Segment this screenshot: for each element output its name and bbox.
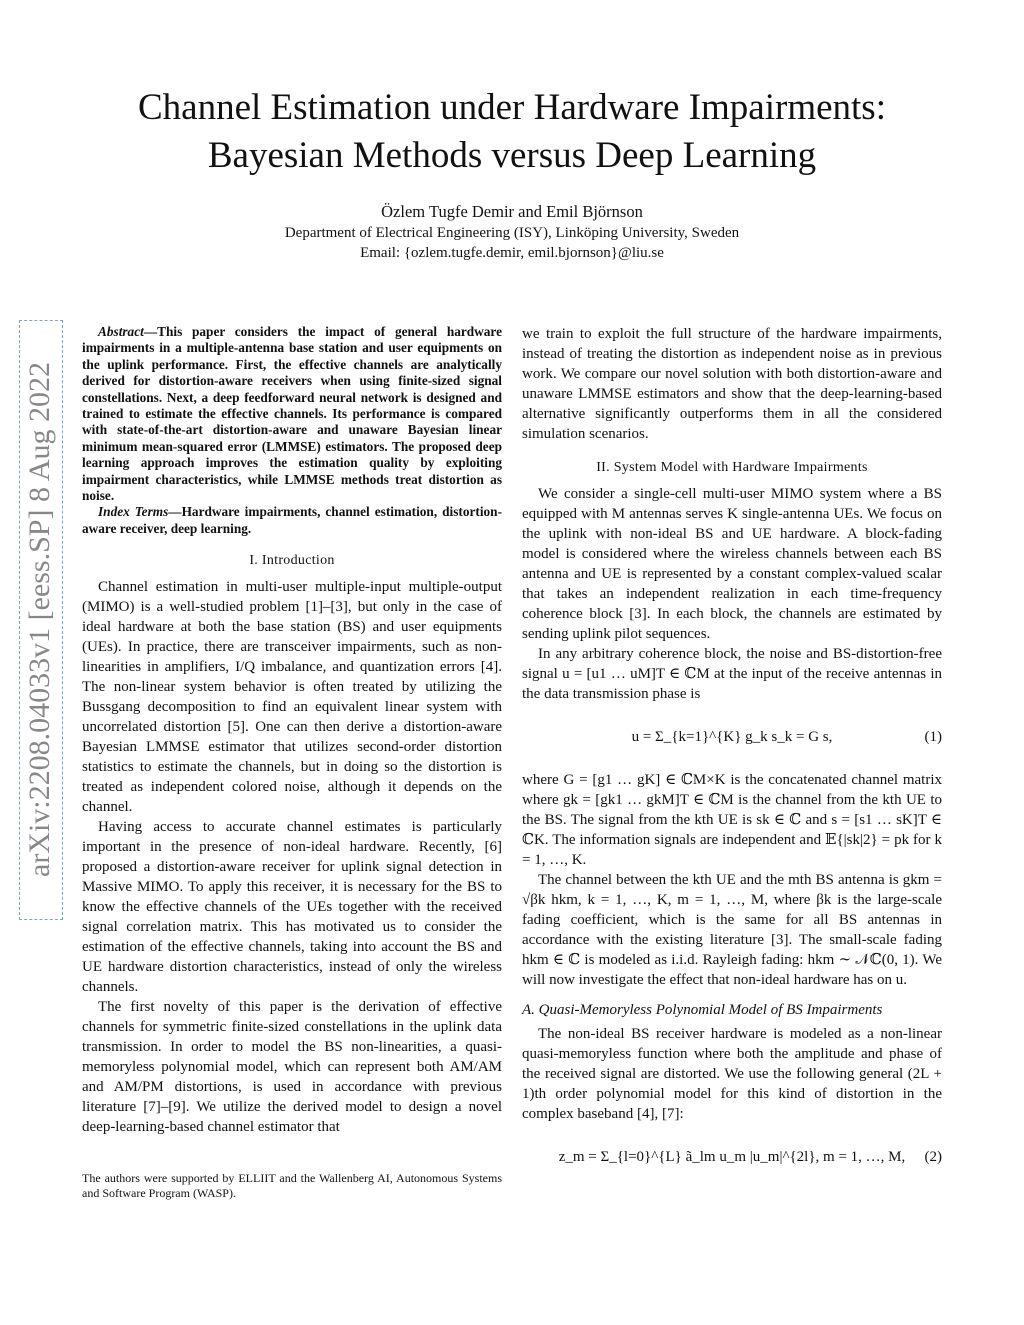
affiliation: Department of Electrical Engineering (ISY), Linköping University, Sweden <box>284 225 740 241</box>
equation-1 <box>522 708 942 766</box>
equation-1-number: (1) <box>924 729 942 745</box>
equation-2-body: z_m = Σ_{l=0}^{L} ã_lm u_m |u_m|^{2l}, m = 1, …, M, <box>558 1149 906 1165</box>
subsection-heading-a: A. Quasi-Memoryless Polynomial Model of BS Impairments <box>522 1002 883 1018</box>
right-column <box>522 324 942 1190</box>
index-terms-text: —Hardware impairments, channel estimation, distortion-aware receiver, deep learning. <box>82 504 502 536</box>
footnote: The authors were supported by ELLIIT and the Wallenberg AI, Autonomous Systems and Software Program (WASP). <box>82 1171 502 1200</box>
system-paragraph-4: The channel between the kth UE and the mth BS antenna is gkm = √βk hkm, k = 1, …, K, m = 1, …, M, where βk is the large-scale fading coefficient, which is the same for all BS antennas in accordance with the existing literature [3]. The small-scale fading hkm ∈ ℂ is modeled as i.i.d. Rayleigh fading: hkm ∼ 𝒩ℂ(0, 1). We will now investigate the effect that non-ideal hardware has on u. <box>522 872 942 988</box>
equation-1-body: u = Σ_{k=1}^{K} g_k s_k = G s, <box>631 729 833 745</box>
title-line-1: Channel Estimation under Hardware Impairments: <box>137 87 886 128</box>
intro-paragraph-1: Channel estimation in multi-user multiple-input multiple-output (MIMO) is a well-studied problem [1]–[3], but only in the case of ideal hardware at both the base station (BS) and user equipments (UEs). In practice, there are transceiver impairments, such as non-linearities in amplifiers, I/Q imbalance, and quantization errors [4]. The non-linear system behavior is often treated by utilizing the Bussgang decomposition to find an equivalent linear system with uncorrelated distortion [5]. One can then derive a distortion-aware Bayesian LMMSE estimator that utilizes second-order distortion statistics to estimate the channels, but in doing so the distortion is treated as independent colored noise, although it depends on the channel. <box>82 579 502 816</box>
index-terms <box>82 504 502 537</box>
title-line-2: Bayesian Methods versus Deep Learning <box>207 135 817 176</box>
arxiv-stamp[interactable]: arXiv:2208.04033v1 [eess.SP] 8 Aug 2022 <box>19 320 63 920</box>
system-paragraph-1: We consider a single-cell multi-user MIMO system where a BS equipped with M antennas serves K single-antenna UEs. We focus on the uplink with non-ideal BS and UE hardware. A block-fading model is considered where the wireless channels between each BS antenna and UE is represented by a constant complex-valued scalar that takes an independent realization in each time-frequency coherence block [3]. In each block, the channels are estimated by sending uplink pilot sequences. <box>522 486 942 642</box>
intro-paragraph-2: Having access to accurate channel estimates is particularly important in the presence of non-ideal hardware. Recently, [6] proposed a distortion-aware receiver for uplink signal detection in Massive MIMO. To apply this receiver, it is necessary for the BS to know the effective channels of the UEs together with the received signal correlation matrix. This has motivated us to consider the estimation of the effective channels, taking into account the BS and UE hardware distortion characteristics, instead of only the wireless channels. <box>82 819 502 996</box>
equation-2-number: (2) <box>924 1149 942 1165</box>
abstract-label: Abstract <box>98 324 144 339</box>
intro-continuation: we train to exploit the full structure of the hardware impairments, instead of treating the distortion as independent noise as in previous work. We compare our novel solution with both distortion-aware and unaware LMMSE estimators and show that the deep-learning-based alternative significantly outperforms them in all the considered simulation scenarios. <box>522 326 942 442</box>
equation-2 <box>522 1128 942 1186</box>
intro-paragraph-3: The first novelty of this paper is the derivation of effective channels for symmetric finite-sized constellations in the uplink data transmission. In order to model the BS non-linearities, a quasi-memoryless polynomial model, which can represent both AM/AM and AM/PM distortions, is used in accordance with previous literature [7]–[9]. We utilize the derived model to design a novel deep-learning-based channel estimator that <box>82 999 502 1136</box>
email: Email: {ozlem.tugfe.demir, emil.bjornson}@liu.se <box>360 245 664 261</box>
section-heading-system-model: II. System Model with Hardware Impairments <box>596 460 868 475</box>
paper-title <box>60 84 964 180</box>
abstract <box>82 324 502 504</box>
index-terms-label: Index Terms <box>98 504 169 520</box>
system-paragraph-2: In any arbitrary coherence block, the noise and BS-distortion-free signal u = [u1 … uM]T ∈ ℂM at the input of the receive antennas in the data transmission phase is <box>522 646 942 702</box>
system-paragraph-3: where G = [g1 … gK] ∈ ℂM×K is the concatenated channel matrix where gk = [gk1 … gkM]T ∈ ℂM is the channel from the kth UE to the BS. The signal from the kth UE is sk ∈ ℂ and s = [s1 … sK]T ∈ ℂK. The information signals are independent and 𝔼{|sk|2} = pk for k = 1, …, K. <box>522 772 942 868</box>
section-heading-introduction: I. Introduction <box>249 553 335 569</box>
authors: Özlem Tugfe Demir and Emil Björnson <box>381 202 643 221</box>
subsection-paragraph-1: The non-ideal BS receiver hardware is modeled as a non-linear quasi-memoryless function where both the amplitude and phase of the received signal are distorted. We use the following general (2L + 1)th order polynomial model for this kind of distortion in the complex baseband [4], [7]: <box>522 1026 942 1122</box>
abstract-text: —This paper considers the impact of general hardware impairments in a multiple-antenna base station and user equipments on the uplink performance. First, the effective channels are analytically derived for distortion-aware receivers when using finite-sized signal constellations. Next, a deep feedforward neural network is designed and trained to estimate the effective channels. Its performance is compared with state-of-the-art distortion-aware and unaware Bayesian linear minimum mean-squared error (LMMSE) estimators. The proposed deep learning approach improves the estimation quality by exploiting impairment characteristics, while LMMSE methods treat distortion as noise. <box>82 324 502 504</box>
left-column <box>82 324 502 1137</box>
